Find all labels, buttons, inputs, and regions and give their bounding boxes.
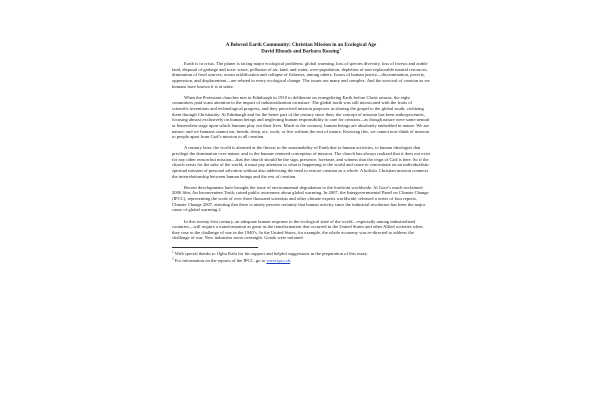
- author-names: David Rhoads and Barbara Rossing: [261, 48, 340, 55]
- essay-authors: [172, 46, 430, 56]
- footnote-1: [172, 251, 430, 257]
- footnote-2: [172, 258, 430, 264]
- author-footnote-mark[interactable]: 1: [339, 46, 341, 51]
- paragraph-1: Earth is in crisis. The planet is facing major ecological problems: global warming, loss of species diversity, loss of forests and arable land, disposal of garbage and toxic waste, pollution of air, land, and water, over-population, depletion of non-replaceable natural resources, diminution of food sources, ocean acidification and collapse of fisheries, among others. Issues of human justice—discrimination, poverty, oppression, and displacement—are related to every ecological change. The issues are many and complex. And the survival of creation as we humans have known it is at stake.: [172, 61, 430, 89]
- footnote-2-text: For information on the reports of the IPCC, go to: [174, 257, 266, 263]
- paragraph-2: When the Protestant churches met in Edinburgh in 1910 to deliberate on evangelizing Earth before Christ returns, the eight committees paid scant attention to the impact of industrialization on nature. The global north was still intoxicated with the fruits of scientific inventions and technological progress, and they perceived mission purposes as sharing the gospel to the global south, civilizing them through Christianity. At Edinburgh and for the better part of the century since then, the concept of mission has been anthropocentric, focusing almost exclusively on human beings and neglecting human responsibility to care for creation—as though nature were some neutral or benevolent stage upon which humans play out their lives. Much to the contrary, human beings are absolutely embedded in nature. We are nature; and we humans cannot eat, breath, sleep, act, work, or live without the rest of nature. Knowing this, we cannot now think of mission to people apart from God’s mission to all creation.: [172, 94, 430, 140]
- paragraph-3: A century later, the world is alarmed at the threats to the sustainability of Earth due to human activities, to human ideologies that privilege the domination over nature, and to the human-centered conception of mission. The church has always realized that it does not exist for any other reason but mission—that the church should be the sign, presence, foretaste, and witness that the reign of God is here. So if the church exists for the sake of the world, it must pay attention to what is happening to the world and cease to concentrate on an individualistic spiritual mission of personal salvation without also addressing the need to restore creation as a whole. A holistic Christian mission connects the interrelationship between human beings and the rest of creation.: [172, 145, 430, 179]
- footnote-divider: [172, 247, 258, 248]
- essay-title: A Beloved Earth Community: Christian Mission in an Ecological Age: [225, 42, 377, 48]
- footnote-2-end: .: [290, 257, 292, 263]
- paragraph-5: In this twenty-first century, an adequate human response to the ecological state of the world—especially among industrialized countries—will require a transformation as great as the transformation that occurred in the United States and other Allied societies when they rose to the challenge of war in the 1940’s. In the United States, for example, the whole economy was re-directed to address the challenge of war. New industries arose overnight. Goods were rationed.: [172, 218, 423, 241]
- paragraph-4: Recent developments have brought the issue of environmental degradation to the forefront worldwide. Al Gore’s much-acclaimed 2006 film, An Inconvenient Truth, raised public awareness about global warming. In 2007, the Intergovernmental Panel on Climate Change (IPCC), representing the work of over three thousand scientists and other climate experts worldwide, released a series of four reports, Climate Change 2007, attesting that there is ninety percent certainty that human activity since the industrial revolution has been the major cause of global warming.2: [172, 184, 429, 213]
- footnote-1-text: With special thanks to Ogbu Kalu for his support and helpful suggestions in the preparation of this essay.: [174, 250, 368, 256]
- footnote-2-mark: 2: [172, 256, 174, 261]
- essay-body: [172, 43, 430, 265]
- footnote-1-mark: 1: [172, 249, 174, 254]
- ipcc-link[interactable]: www.ipcc.ch: [266, 257, 291, 263]
